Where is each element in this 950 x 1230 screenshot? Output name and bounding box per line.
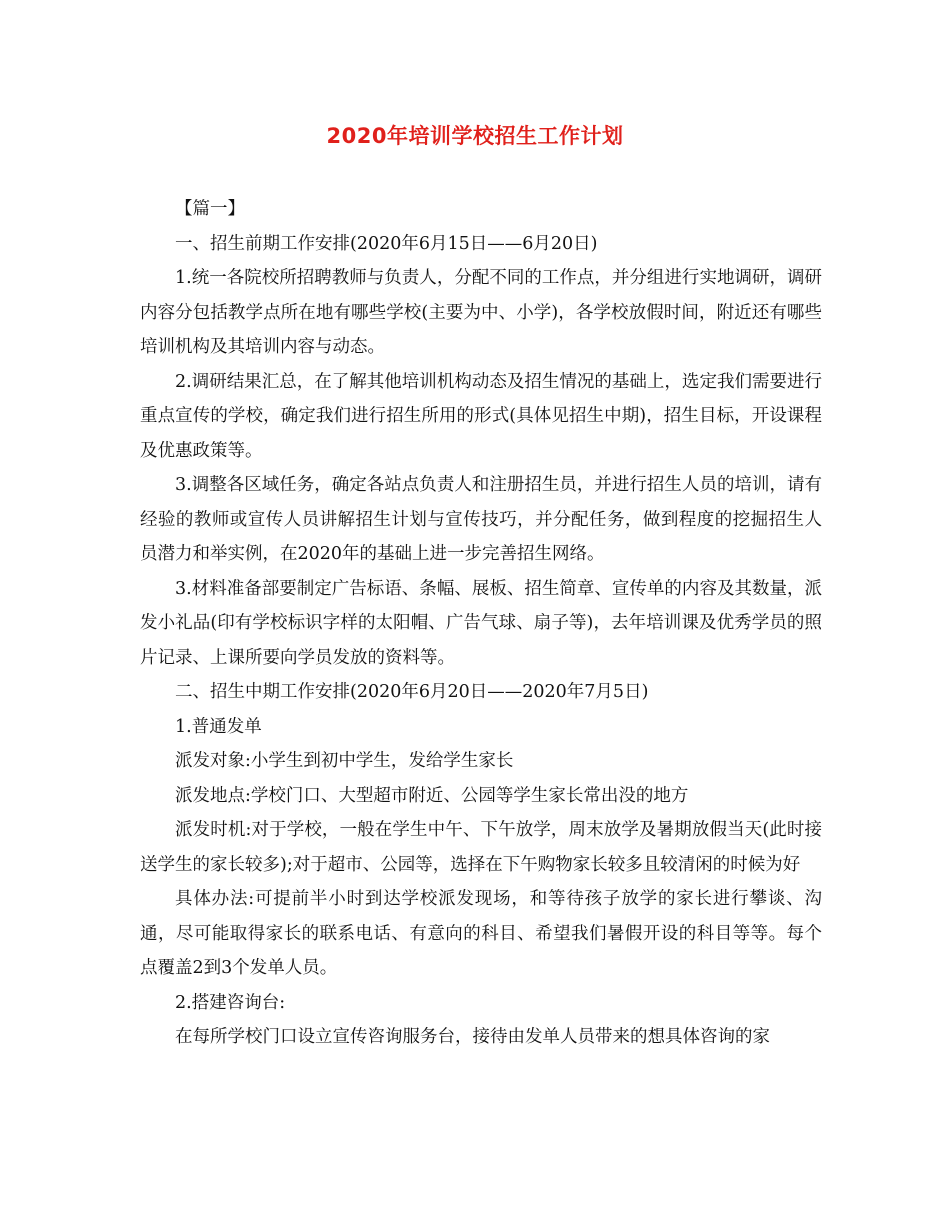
paragraph-consult-desk-heading: 2.搭建咨询台: (175, 992, 286, 1013)
document-body (140, 192, 822, 1055)
paragraph-heading-mid-phase: 二、招生中期工作安排(2020年6月20日——2020年7月5日) (175, 682, 649, 702)
paragraph-flyer-location: 派发地点:学校门口、大型超市附近、公园等学生家长常出没的地方 (175, 785, 689, 806)
paragraph-flyer-method: 具体办法:可提前半小时到达学校派发现场，和等待孩子放学的家长进行攀谈、沟通，尽可能取得家长的联系电话、有意向的科目、希望我们暑假开设的科目等等。每个点覆盖2到3个发单人员。 (140, 889, 822, 978)
paragraph-consult-desk-text: 在每所学校门口设立宣传咨询服务台，接待由发单人员带来的想具体咨询的家 (175, 1027, 770, 1047)
paragraph-flyer-timing: 派发时机:对于学校，一般在学生中午、下午放学，周末放学及暑期放假当天(此时接送学生的家长较多);对于超市、公园等，选择在下午购物家长较多且较清闲的时候为好 (140, 820, 822, 875)
paragraph-item-2: 2.调研结果汇总，在了解其他培训机构动态及招生情况的基础上，选定我们需要进行重点宣传的学校，确定我们进行招生所用的形式(具体见招生中期)，招生目标，开设课程及优惠政策等。 (140, 371, 822, 461)
paragraph-section-marker: 【篇一】 (175, 199, 245, 219)
paragraph-item-1: 1.统一各院校所招聘教师与负责人，分配不同的工作点，并分组进行实地调研，调研内容分包括教学点所在地有哪些学校(主要为中、小学)，各学校放假时间，附近还有哪些培训机构及其培训内容与动态。 (140, 268, 822, 357)
paragraph-heading-early-phase: 一、招生前期工作安排(2020年6月15日——6月20日) (175, 233, 598, 254)
paragraph-item-3b: 3.材料准备部要制定广告标语、条幅、展板、招生简章、宣传单的内容及其数量，派发小礼品(印有学校标识字样的太阳帽、广告气球、扇子等)，去年培训课及优秀学员的照片记录、上课所要向学员发放的资料等。 (140, 578, 822, 668)
document-title: 2020年培训学校招生工作计划 (326, 124, 624, 148)
paragraph-flyer-heading: 1.普通发单 (175, 716, 262, 737)
paragraph-flyer-target: 派发对象:小学生到初中学生，发给学生家长 (175, 751, 514, 771)
paragraph-item-3a: 3.调整各区域任务，确定各站点负责人和注册招生员，并进行招生人员的培训，请有经验的教师或宣传人员讲解招生计划与宣传技巧，并分配任务，做到程度的挖掘招生人员潜力和举实例，在2020年的基础上进一步完善招生网络。 (140, 475, 822, 564)
